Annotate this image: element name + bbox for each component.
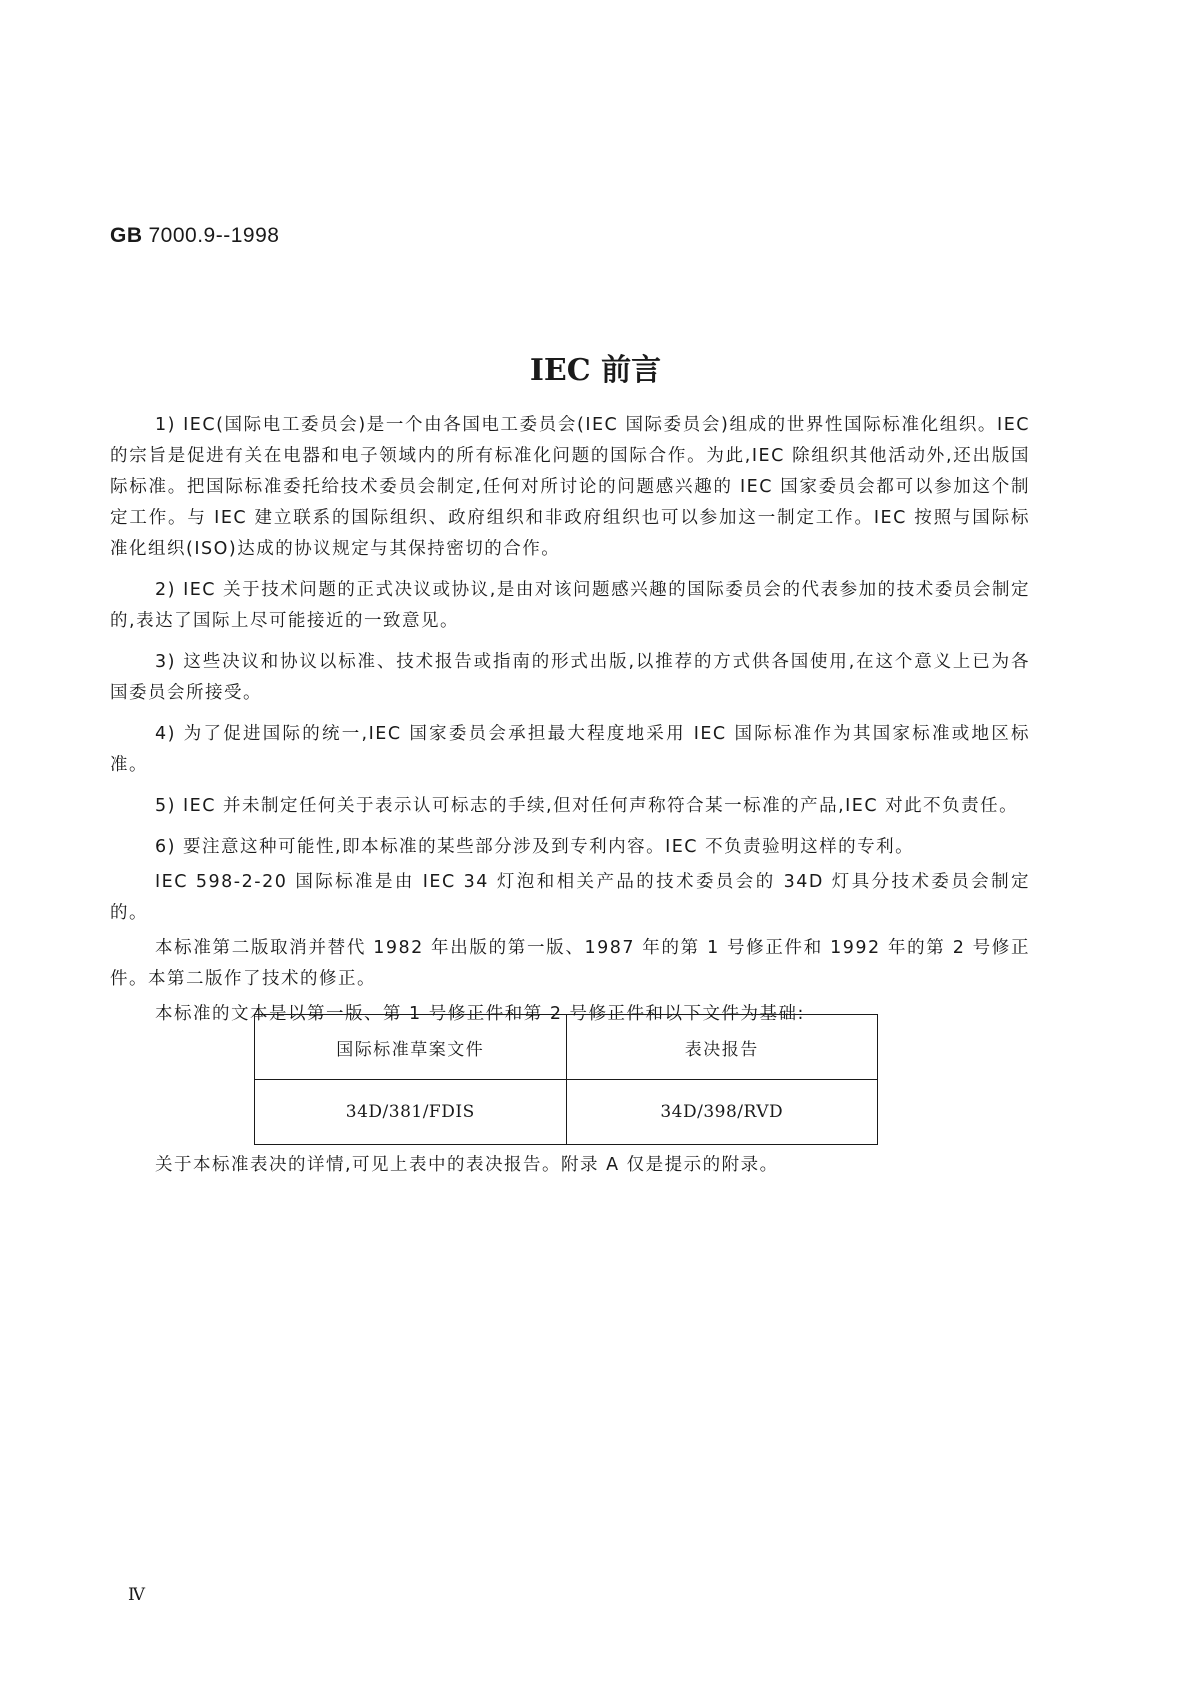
- table-row: [255, 1080, 878, 1145]
- table-header-cell: 表决报告: [566, 1015, 878, 1080]
- standard-code-number: 7000.9--1998: [148, 224, 280, 247]
- paragraph-2: 2) IEC 关于技术问题的正式决议或协议,是由对该问题感兴趣的国际委员会的代表参加的技术委员会制定的,表达了国际上尽可能接近的一致意见。: [110, 580, 1030, 631]
- paragraph-7: IEC 598-2-20 国际标准是由 IEC 34 灯泡和相关产品的技术委员会的 34D 灯具分技术委员会制定的。: [110, 872, 1030, 923]
- table-cell: 34D/381/FDIS: [255, 1080, 567, 1145]
- standard-code-prefix: GB: [110, 224, 143, 247]
- paragraph-9: 本标准的文本是以第一版、第 1 号修正件和第 2 号修正件和以下文件为基础:: [155, 1004, 805, 1024]
- table-header-cell: 国际标准草案文件: [255, 1015, 567, 1080]
- table-cell: 34D/398/RVD: [566, 1080, 878, 1145]
- page-number: Ⅳ: [128, 1585, 145, 1605]
- paragraph-1: 1) IEC(国际电工委员会)是一个由各国电工委员会(IEC 国际委员会)组成的世界性国际标准化组织。IEC 的宗旨是促进有关在电器和电子领域内的所有标准化问题的国际合作。为此,IEC 除组织其他活动外,还出版国际标准。把国际标准委托给技术委员会制定,任何对所讨论的问题感兴趣的 IEC 国家委员会都可以参加这个制定工作。与 IEC 建立联系的国际组织、政府组织和非政府组织也可以参加这一制定工作。IEC 按照与国际标准化组织(ISO)达成的协议规定与其保持密切的合作。: [110, 415, 1030, 559]
- paragraph-5: 5) IEC 并未制定任何关于表示认可标志的手续,但对任何声称符合某一标准的产品,IEC 对此不负责任。: [155, 796, 1019, 816]
- standard-code: [110, 224, 279, 248]
- paragraph-8: 本标准第二版取消并替代 1982 年出版的第一版、1987 年的第 1 号修正件和 1992 年的第 2 号修正件。本第二版作了技术的修正。: [110, 938, 1030, 989]
- table-header-row: [255, 1015, 878, 1080]
- paragraph-3: 3) 这些决议和协议以标准、技术报告或指南的形式出版,以推荐的方式供各国使用,在这个意义上已为各国委员会所接受。: [110, 652, 1030, 703]
- paragraph-6: 6) 要注意这种可能性,即本标准的某些部分涉及到专利内容。IEC 不负责验明这样的专利。: [155, 837, 915, 857]
- voting-note: 关于本标准表决的详情,可见上表中的表决报告。附录 A 仅是提示的附录。: [155, 1155, 779, 1175]
- paragraph-4: 4) 为了促进国际的统一,IEC 国家委员会承担最大程度地采用 IEC 国际标准作为其国家标准或地区标准。: [110, 724, 1030, 775]
- page-title: IEC 前言: [529, 353, 662, 388]
- voting-documents-table: [254, 1014, 878, 1145]
- foreword-body: [110, 410, 1030, 1034]
